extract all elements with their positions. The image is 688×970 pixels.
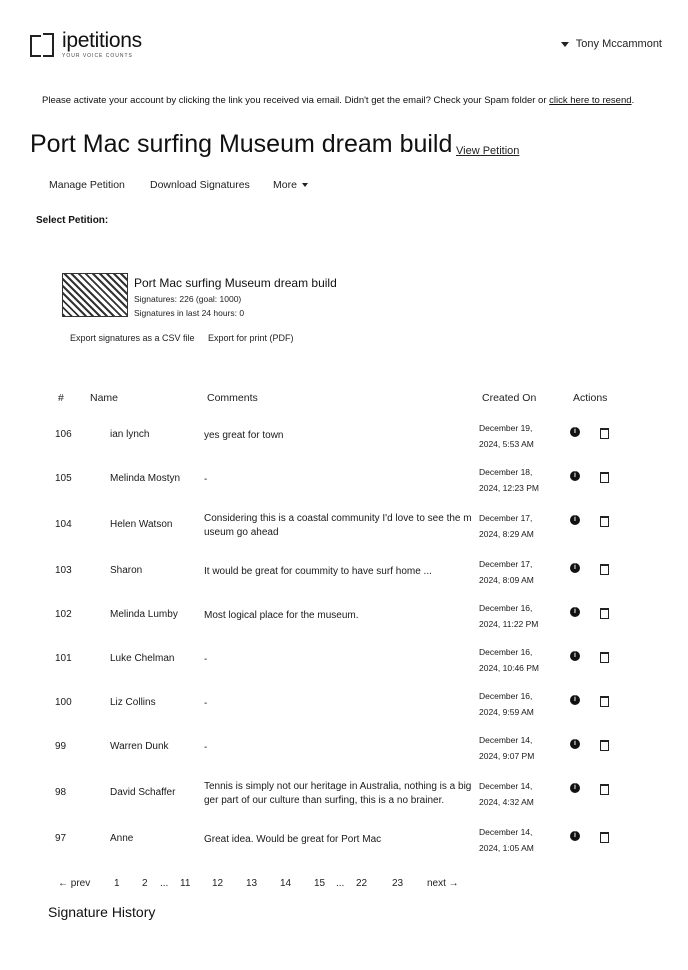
table-row <box>0 730 688 774</box>
table-row <box>0 418 688 462</box>
row-number: 98 <box>55 787 67 798</box>
created-date-line2: 2024, 5:53 AM <box>479 439 534 449</box>
view-petition-link[interactable]: View Petition <box>456 145 520 157</box>
info-icon[interactable]: i <box>570 515 580 525</box>
info-icon[interactable]: i <box>570 607 580 617</box>
created-date <box>479 600 538 632</box>
created-date-line1: December 17, <box>479 513 533 523</box>
logo[interactable] <box>30 30 142 59</box>
info-icon[interactable]: i <box>570 831 580 841</box>
signature-history-heading: Signature History <box>48 904 156 920</box>
col-header-num: # <box>58 392 64 404</box>
table-row <box>0 462 688 506</box>
trash-icon[interactable] <box>600 696 609 707</box>
created-date-line1: December 16, <box>479 691 533 701</box>
created-date <box>479 556 534 588</box>
row-number: 99 <box>55 741 67 752</box>
trash-icon[interactable] <box>600 832 609 843</box>
created-date <box>479 464 539 496</box>
col-header-name: Name <box>90 392 119 404</box>
created-date-line1: December 14, <box>479 735 533 745</box>
trash-icon[interactable] <box>600 516 609 527</box>
row-number: 104 <box>55 519 72 530</box>
created-date-line2: 2024, 12:23 PM <box>479 483 540 493</box>
more-menu[interactable] <box>273 179 308 191</box>
signer-comment: - <box>204 654 208 665</box>
activation-notice <box>42 95 634 106</box>
table-row <box>0 598 688 642</box>
created-date-line2: 2024, 8:09 AM <box>479 575 534 585</box>
pagination-ellipsis: ... <box>160 878 169 889</box>
signer-comment: - <box>204 474 208 485</box>
table-row <box>0 686 688 730</box>
trash-icon[interactable] <box>600 784 609 795</box>
signatures-last-24h: Signatures in last 24 hours: 0 <box>134 308 245 318</box>
signer-name: Helen Watson <box>110 519 173 530</box>
signer-name: ian lynch <box>110 429 150 440</box>
page-link[interactable]: 15 <box>314 878 326 889</box>
created-date-line1: December 16, <box>479 647 533 657</box>
signer-name: Melinda Lumby <box>110 609 178 620</box>
pagination-ellipsis: ... <box>336 878 345 889</box>
created-date-line1: December 17, <box>479 559 533 569</box>
created-date-line2: 2024, 10:46 PM <box>479 663 540 673</box>
signer-name: Liz Collins <box>110 697 156 708</box>
signer-comment: Great idea. Would be great for Port Mac <box>204 834 382 845</box>
export-csv-button[interactable]: Export signatures as a CSV file <box>70 333 195 343</box>
tab-download-signatures[interactable]: Download Signatures <box>150 179 250 191</box>
signer-name: David Schaffer <box>110 787 176 798</box>
info-icon[interactable]: i <box>570 563 580 573</box>
page-link[interactable]: 11 <box>180 878 191 889</box>
created-date <box>479 510 534 542</box>
row-number: 97 <box>55 833 67 844</box>
pagination-prev[interactable]: ← prev <box>58 878 91 889</box>
created-date <box>479 688 534 720</box>
petition-thumbnail <box>62 273 128 317</box>
notice-end: . <box>631 95 635 106</box>
page-link[interactable]: 2 <box>142 878 148 889</box>
signer-name: Luke Chelman <box>110 653 175 664</box>
created-date-line2: 2024, 9:59 AM <box>479 707 534 717</box>
row-number: 106 <box>55 429 72 440</box>
user-menu[interactable] <box>561 38 662 50</box>
trash-icon[interactable] <box>600 652 609 663</box>
created-date-line1: December 14, <box>479 781 533 791</box>
pagination-next[interactable]: next → <box>427 878 459 889</box>
col-header-actions: Actions <box>573 392 608 404</box>
petition-name[interactable]: Port Mac surfing Museum dream build <box>134 276 337 290</box>
trash-icon[interactable] <box>600 472 609 483</box>
signer-comment: yes great for town <box>204 430 284 441</box>
more-label: More <box>273 179 297 191</box>
signer-name: Melinda Mostyn <box>110 473 181 484</box>
row-number: 100 <box>55 697 72 708</box>
created-date <box>479 420 534 452</box>
row-number: 103 <box>55 565 72 576</box>
col-header-comments: Comments <box>207 392 258 404</box>
info-icon[interactable]: i <box>570 695 580 705</box>
page-title: Port Mac surfing Museum dream build <box>30 130 453 158</box>
signature-count: Signatures: 226 (goal: 1000) <box>134 294 242 304</box>
signer-comment: - <box>204 742 208 753</box>
created-date <box>479 732 534 764</box>
tab-manage-petition[interactable]: Manage Petition <box>49 179 125 191</box>
info-icon[interactable]: i <box>570 783 580 793</box>
table-row <box>0 506 688 550</box>
page-link[interactable]: 22 <box>356 878 368 889</box>
select-petition-label: Select Petition: <box>36 215 109 226</box>
row-number: 102 <box>55 609 72 620</box>
signer-name: Anne <box>110 833 134 844</box>
trash-icon[interactable] <box>600 608 609 619</box>
page-link[interactable]: 23 <box>392 878 404 889</box>
info-icon[interactable]: i <box>570 471 580 481</box>
export-pdf-button[interactable]: Export for print (PDF) <box>208 333 294 343</box>
created-date-line1: December 14, <box>479 827 533 837</box>
created-date-line2: 2024, 4:32 AM <box>479 797 534 807</box>
created-date <box>479 824 534 856</box>
signer-name: Sharon <box>110 565 143 576</box>
created-date <box>479 644 539 676</box>
row-number: 105 <box>55 473 72 484</box>
signer-comment: Considering this is a coastal community I'd love to see the m useum go ahead <box>204 513 472 538</box>
trash-icon[interactable] <box>600 564 609 575</box>
signer-comment: Most logical place for the museum. <box>204 610 359 621</box>
created-date <box>479 778 534 810</box>
logo-text: ipetitions <box>62 29 142 52</box>
row-number: 101 <box>55 653 72 664</box>
trash-icon[interactable] <box>600 428 609 439</box>
resend-link[interactable]: click here to resend <box>549 95 632 106</box>
signer-comment: It would be great for coummity to have surf home ... <box>204 566 432 577</box>
created-date-line1: December 16, <box>479 603 533 613</box>
caret-down-icon <box>561 42 569 47</box>
trash-icon[interactable] <box>600 740 609 751</box>
created-date-line1: December 19, <box>479 423 533 433</box>
created-date-line2: 2024, 8:29 AM <box>479 529 534 539</box>
table-row <box>0 822 688 866</box>
user-name: Tony Mccammont <box>575 38 662 50</box>
info-icon[interactable]: i <box>570 739 580 749</box>
signer-name: Warren Dunk <box>110 741 169 752</box>
created-date-line2: 2024, 11:22 PM <box>479 619 539 629</box>
logo-tagline: YOUR VOICE COUNTS <box>62 53 133 59</box>
created-date-line1: December 18, <box>479 467 533 477</box>
created-date-line2: 2024, 1:05 AM <box>479 843 534 853</box>
table-row <box>0 774 688 818</box>
signer-comment: - <box>204 698 208 709</box>
table-row <box>0 554 688 598</box>
page-link[interactable]: 14 <box>280 878 292 889</box>
info-icon[interactable]: i <box>570 427 580 437</box>
page-link[interactable]: 13 <box>246 878 258 889</box>
notice-text: Please activate your account by clicking the link you received via email. Didn't get the email? Check your Spam folder or <box>42 95 550 106</box>
page-link[interactable]: 1 <box>114 878 120 889</box>
signer-comment: Tennis is simply not our heritage in Australia, nothing is a big ger part of our culture than surfing, this is a no brainer. <box>204 781 472 806</box>
page-link[interactable]: 12 <box>212 878 224 889</box>
info-icon[interactable]: i <box>570 651 580 661</box>
col-header-created: Created On <box>482 392 537 404</box>
created-date-line2: 2024, 9:07 PM <box>479 751 535 761</box>
caret-down-icon <box>302 183 308 187</box>
table-row <box>0 642 688 686</box>
logo-icon <box>30 33 54 57</box>
